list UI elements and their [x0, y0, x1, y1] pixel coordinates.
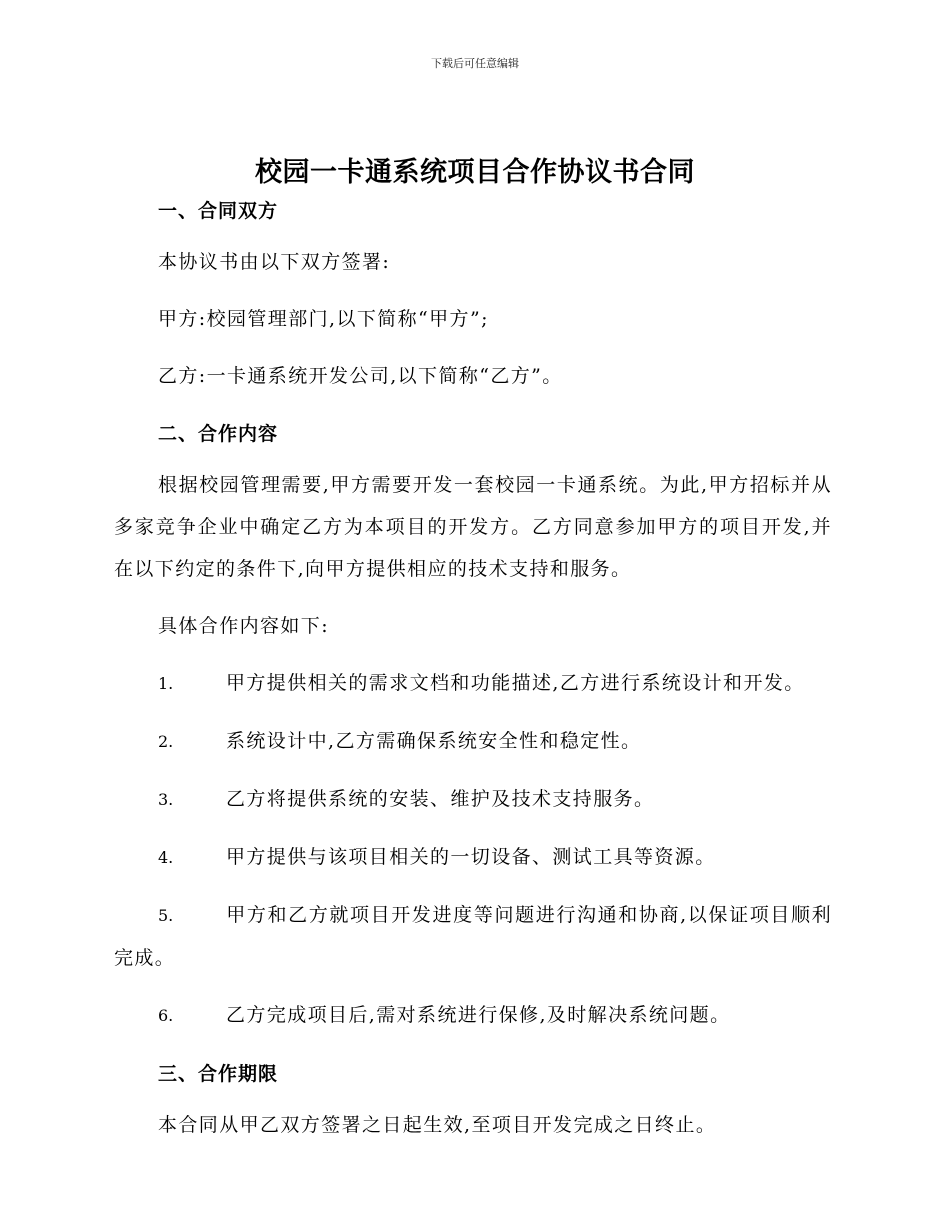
list-item — [114, 720, 832, 763]
paragraph-party-b: 乙方:一卡通系统开发公司,以下简称“乙方”。 — [158, 365, 563, 387]
list-item-text: 乙方完成项目后,需对系统进行保修,及时解决系统问题。 — [226, 1004, 731, 1026]
paragraph-list-intro: 具体合作内容如下: — [158, 615, 330, 637]
section-heading-parties: 一、合同双方 — [158, 200, 279, 222]
list-item — [114, 662, 832, 705]
list-item-text: 甲方和乙方就项目开发进度等问题进行沟通和协商,以保证项目顺利完成。 — [114, 904, 832, 969]
list-item — [114, 894, 832, 979]
list-item — [114, 994, 832, 1037]
paragraph-term: 本合同从甲乙双方签署之日起生效,至项目开发完成之日终止。 — [158, 1114, 717, 1136]
list-item — [114, 836, 832, 879]
list-item-text: 甲方提供与该项目相关的一切设备、测试工具等资源。 — [226, 846, 716, 868]
list-item-number: 4. — [158, 848, 174, 867]
list-item-number: 5. — [158, 906, 174, 925]
list-item-number: 3. — [158, 790, 174, 809]
list-item-number: 1. — [158, 674, 174, 693]
page-header-note: 下载后可任意编辑 — [431, 57, 519, 70]
paragraph-intro: 本协议书由以下双方签署: — [158, 251, 391, 273]
document-title: 校园一卡通系统项目合作协议书合同 — [255, 157, 695, 188]
list-item-text: 甲方提供相关的需求文档和功能描述,乙方进行系统设计和开发。 — [226, 672, 805, 694]
list-item-number: 2. — [158, 732, 174, 751]
document-body — [114, 196, 832, 1146]
list-item-number: 6. — [158, 1006, 174, 1025]
list-item — [114, 778, 832, 821]
section-heading-content: 二、合作内容 — [158, 423, 279, 445]
paragraph-background: 根据校园管理需要,甲方需要开发一套校园一卡通系统。为此,甲方招标并从多家竞争企业中确定乙方为本项目的开发方。乙方同意参加甲方的项目开发,并在以下约定的条件下,向甲方提供相应的技术支持和服务。 — [114, 474, 832, 580]
section-heading-term: 三、合作期限 — [158, 1063, 279, 1085]
paragraph-party-a: 甲方:校园管理部门,以下简称“甲方”; — [158, 308, 489, 330]
list-item-text: 乙方将提供系统的安装、维护及技术支持服务。 — [226, 788, 655, 810]
list-item-text: 系统设计中,乙方需确保系统安全性和稳定性。 — [226, 730, 642, 752]
